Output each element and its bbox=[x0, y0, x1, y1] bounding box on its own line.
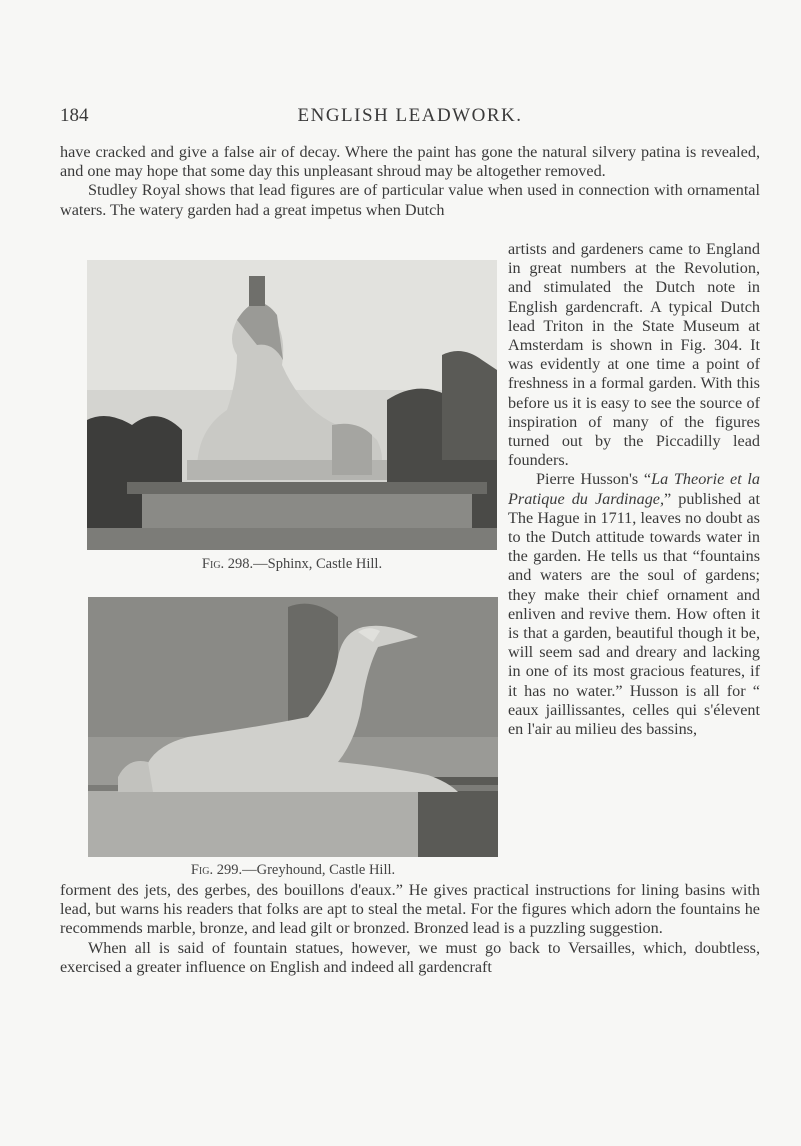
sphinx-image bbox=[87, 260, 497, 550]
top-text bbox=[60, 143, 760, 220]
page-number: 184 bbox=[60, 105, 89, 126]
figure-299-caption bbox=[88, 862, 498, 879]
column-paragraph-3 bbox=[508, 470, 760, 739]
paragraph-2: Studley Royal shows that lead figures are of particular value when used in connection with ornamental waters. The watery garden had a great impetus when Dutch bbox=[60, 181, 760, 219]
husson-quote-body: ” published at The Hague in 1711, leaves no doubt as to the Dutch attitude towards water in the garden. He tells us that “fountains and waters are the soul of gardens; they make their chief ornament and enliven and revive them. How often it is that a garden, beautiful though it be, will seem sad and dreary and lacking in one of its most gracious features, if it has no water.” Husson is all for “ eaux jaillissantes, celles qui s'élevent en l'air au milieu des bassins, bbox=[508, 489, 760, 739]
greyhound-photo bbox=[88, 597, 498, 857]
figure-299-text: —Greyhound, Castle Hill. bbox=[242, 862, 396, 878]
sphinx-photo bbox=[87, 260, 497, 550]
paragraph-1: have cracked and give a false air of decay. Where the paint has gone the natural silvery patina is revealed, and one may hope that some day this unpleasant shroud may be altogether removed. bbox=[60, 143, 760, 181]
bottom-text bbox=[60, 881, 760, 977]
paragraph-4: When all is said of fountain statues, however, we must go back to Versailles, which, doubtless, exercised a greater influence on English and indeed all gardencraft bbox=[60, 938, 760, 976]
figure-298-label: Fig. 298. bbox=[201, 556, 254, 572]
greyhound-image bbox=[88, 597, 498, 857]
column-paragraph-2: artists and gardeners came to England in great numbers at the Revolution, and stimulated the Dutch note in English gardencraft. A typical Dutch lead Triton in the State Museum at Amsterdam is shown in Fig. 304. It was evidently at one time a point of freshness in a formal garden. With this before us it is easy to see the source of inspiration of many of the figures turned out by the Piccadilly lead founders. bbox=[508, 240, 760, 470]
running-title: ENGLISH LEADWORK. bbox=[297, 105, 523, 126]
husson-quote-open: Pierre Husson's “ bbox=[536, 470, 652, 489]
figure-298-text: —Sphinx, Castle Hill. bbox=[253, 556, 383, 572]
figure-298-caption bbox=[87, 556, 497, 573]
figure-299-label: Fig. 299. bbox=[190, 862, 243, 878]
page-header bbox=[60, 105, 760, 135]
book-title: La Theorie et la Pratique du Jardinage, bbox=[508, 470, 761, 508]
right-column bbox=[508, 240, 760, 739]
paragraph-3-continued: forment des jets, des gerbes, des bouillons d'eaux.” He gives practical instructions for lining basins with lead, but warns his readers that folks are apt to steal the metal. For the figures which adorn the fountains he recommends marble, bronze, and lead gilt or bronzed. Bronzed lead is a puzzling suggestion. bbox=[60, 881, 760, 938]
